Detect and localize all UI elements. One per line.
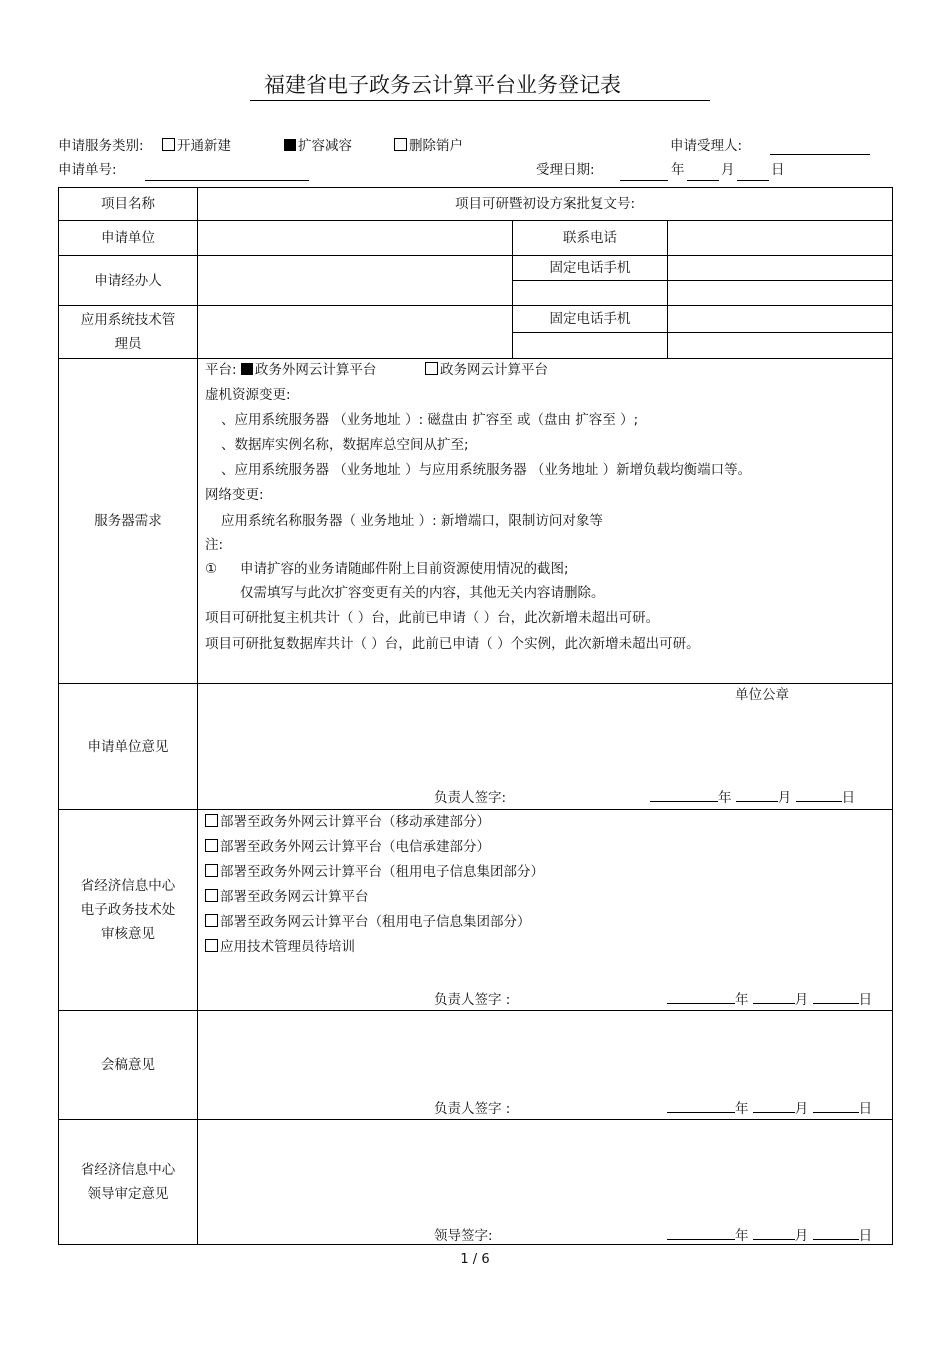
checkbox-empty-icon <box>205 939 218 952</box>
countersign-label: 会稿意见 <box>59 1011 198 1120</box>
server-content[interactable] <box>198 359 893 684</box>
operator-phone-field[interactable] <box>668 256 893 281</box>
center-option-1[interactable]: 部署至政务外网云计算平台（移动承建部分） <box>205 813 490 831</box>
host-total: 项目可研批复主机共计（ ）台，此前已申请（ ）台，此次新增未超出可研。 <box>205 610 660 626</box>
center-opinion-label: 省经济信息中心 电子政务技术处 审核意见 <box>59 810 198 1011</box>
leader-opinion-field[interactable] <box>198 1120 893 1245</box>
checkbox-filled-icon <box>284 139 296 151</box>
note-1-mark: ① <box>205 561 218 577</box>
note-1: 申请扩容的业务请随邮件附上目前资源使用情况的截图; <box>240 561 569 577</box>
checkbox-empty-icon <box>205 914 218 927</box>
project-name-label: 项目名称 <box>59 188 198 221</box>
order-no-label: 申请单号: <box>58 162 117 178</box>
tech-admin-label: 应用系统技术管 理员 <box>59 306 198 359</box>
checkbox-empty-icon <box>205 839 218 852</box>
checkbox-empty-icon <box>205 864 218 877</box>
order-no-field[interactable] <box>145 166 309 181</box>
operator-label: 申请经办人 <box>59 256 198 306</box>
page-number: 1 / 6 <box>460 1252 490 1267</box>
note-heading: 注: <box>205 537 224 553</box>
vm-item-1: 、应用系统服务器 （业务地址 ）: 磁盘由 扩容至 或（盘由 扩容至 ）; <box>221 412 639 428</box>
center-option-5[interactable]: 部署至政务网云计算平台（租用电子信息集团部分） <box>205 913 531 931</box>
checkbox-empty-icon <box>162 138 175 151</box>
operator-phone-label: 固定电话手机 <box>513 256 668 281</box>
tech-admin-phone-field[interactable] <box>668 306 893 333</box>
checkbox-empty-icon <box>394 138 407 151</box>
leader-opinion-label: 省经济信息中心 领导审定意见 <box>59 1120 198 1245</box>
countersign-field[interactable] <box>198 1011 893 1120</box>
center-option-3[interactable]: 部署至政务外网云计算平台（租用电子信息集团部分） <box>205 863 544 881</box>
db-total: 项目可研批复数据库共计（ ）台，此前已申请（ ）个实例，此次新增未超出可研。 <box>205 636 700 652</box>
month-label: 月 <box>721 162 735 178</box>
checkbox-filled-icon[interactable] <box>241 363 253 375</box>
countersign-date-row[interactable]: 年 月 日 <box>667 1097 872 1117</box>
receiver-field[interactable] <box>770 140 870 155</box>
vm-change-heading: 虚机资源变更: <box>205 387 291 403</box>
center-option-2[interactable]: 部署至政务外网云计算平台（电信承建部分） <box>205 838 490 856</box>
operator-phone-extra[interactable] <box>513 281 668 306</box>
checkbox-empty-icon <box>205 814 218 827</box>
tech-admin-field[interactable] <box>198 306 513 359</box>
unit-seal-label: 单位公章 <box>735 687 789 703</box>
note-2: 仅需填写与此次扩容变更有关的内容，其他无关内容请删除。 <box>240 585 605 601</box>
vm-item-2: 、数据库实例名称，数据库总空间从扩至; <box>221 437 469 453</box>
leader-sign-row: 领导签字: <box>434 1228 493 1244</box>
net-change-heading: 网络变更: <box>205 487 264 503</box>
vm-item-3: 、应用系统服务器 （业务地址 ）与应用系统服务器 （业务地址 ）新增负载均衡端口等。 <box>221 462 752 478</box>
option-delete[interactable]: 删除销户 <box>394 137 463 155</box>
registration-table <box>58 187 893 1245</box>
tech-admin-phone-extra[interactable] <box>513 333 668 359</box>
countersign-sign-row: 负责人签字 : <box>434 1101 511 1117</box>
leader-date-row[interactable]: 年 月 日 <box>667 1224 872 1244</box>
day-label: 日 <box>771 162 785 178</box>
server-label: 服务器需求 <box>59 359 198 684</box>
applicant-unit-field[interactable] <box>198 221 513 256</box>
approval-no-label[interactable]: 项目可研暨初设方案批复文号: <box>198 188 893 221</box>
tech-admin-phone-label: 固定电话手机 <box>513 306 668 333</box>
center-date-row[interactable]: 年 月 日 <box>667 988 872 1008</box>
center-opinion-field[interactable] <box>198 810 893 1011</box>
form-title-text: 福建省电子政务云计算平台业务登记表 <box>264 73 621 97</box>
option-new[interactable]: 开通新建 <box>162 137 231 155</box>
accept-date-label: 受理日期: <box>536 162 595 178</box>
applicant-unit-label: 申请单位 <box>59 221 198 256</box>
center-option-4[interactable]: 部署至政务网云计算平台 <box>205 888 369 906</box>
tech-admin-phone-extra-2[interactable] <box>668 333 893 359</box>
year-label: 年 <box>671 162 685 178</box>
unit-sign-row: 负责人签字: <box>434 790 507 806</box>
checkbox-empty-icon <box>205 889 218 902</box>
form-title <box>250 70 710 101</box>
platform-row: 平台: 政务外网云计算平台 政务网云计算平台 <box>205 362 548 378</box>
service-type-label: 申请服务类别: <box>58 138 144 154</box>
operator-phone-extra-2[interactable] <box>668 281 893 306</box>
accept-month-field[interactable] <box>687 166 719 181</box>
unit-opinion-field[interactable] <box>198 684 893 810</box>
center-sign-row: 负责人签字 : <box>434 992 511 1008</box>
net-item-1: 应用系统名称服务器（ 业务地址 ）: 新增端口，限制访问对象等 <box>221 513 603 529</box>
contact-phone-label: 联系电话 <box>513 221 668 256</box>
accept-day-field[interactable] <box>737 166 769 181</box>
option-scale[interactable]: 扩容减容 <box>284 137 352 155</box>
contact-phone-field[interactable] <box>668 221 893 256</box>
receiver-label: 申请受理人: <box>670 138 743 154</box>
operator-field[interactable] <box>198 256 513 306</box>
unit-date-row[interactable]: 年 月 日 <box>650 786 855 806</box>
unit-opinion-label: 申请单位意见 <box>59 684 198 810</box>
checkbox-empty-icon[interactable] <box>425 362 438 375</box>
center-option-6[interactable]: 应用技术管理员待培训 <box>205 938 355 956</box>
accept-year-field[interactable] <box>620 166 668 181</box>
